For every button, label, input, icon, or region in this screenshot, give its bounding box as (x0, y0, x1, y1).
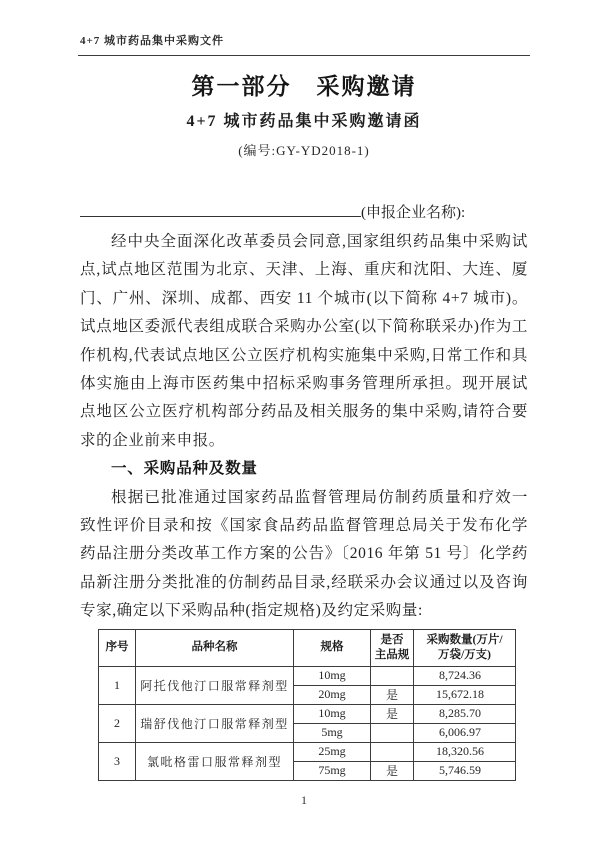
col-header-quantity-line1: 采购数量(万片/ (426, 633, 503, 646)
cell-spec: 5mg (294, 723, 371, 742)
col-header-quantity-line2: 万袋/万支) (437, 648, 492, 661)
col-header-quantity (414, 629, 516, 666)
basis-paragraph: 根据已批准通过国家药品监督管理局仿制药质量和疗效一致性评价目录和按《国家食品药品监督管理总局关于发布化学药品注册分类改革工作方案的公告》〔2016 年第 51 号〕化学药品新注册分类批准的仿制药品目录,经联采办会议通过以及咨询专家,确定以下采购品种(指定规格)及约定采购量: (80, 488, 528, 620)
cell-index: 3 (99, 742, 136, 780)
document-number: (编号:GY-YD2018-1) (238, 143, 370, 158)
col-header-main-spec-line2: 主品规 (374, 648, 410, 661)
cell-main-spec: 是 (371, 704, 414, 723)
cell-spec: 10mg (294, 666, 371, 685)
cell-spec: 75mg (294, 761, 371, 780)
table-row (99, 704, 516, 723)
col-header-spec: 规格 (294, 629, 371, 666)
cell-index: 1 (99, 666, 136, 704)
cell-spec: 10mg (294, 704, 371, 723)
running-header: 4+7 城市药品集中采购文件 (80, 35, 225, 47)
applicant-line (80, 200, 528, 224)
applicant-label: (申报企业名称): (361, 205, 466, 221)
cell-drug-name: 阿托伐他汀口服常释剂型 (136, 666, 294, 704)
cell-quantity: 15,672.18 (414, 685, 516, 704)
section-heading-procurement: 一、采购品种及数量 (111, 460, 258, 478)
cell-index: 2 (99, 704, 136, 742)
intro-paragraph: 经中央全面深化改革委员会同意,国家组织药品集中采购试点,试点地区范围为北京、天津、上海、重庆和沈阳、大连、厦门、广州、深圳、成都、西安 11 个城市(以下简称 4+7 城市)。试点地区委派代表组成联合采购办公室(以下简称联采办)作为工作机构,代表试点地区公立医疗机构实施集中采购,日常工作和具体实施由上海市医药集中招标采购事务管理所承担。现开展试点地区公立医疗机构部分药品及相关服务的集中采购,请符合要求的企业前来申报。 (80, 233, 528, 449)
col-header-index: 序号 (99, 629, 136, 666)
cell-main-spec (371, 723, 414, 742)
table-row (99, 666, 516, 685)
document-subtitle: 4+7 城市药品集中采购邀请函 (186, 113, 422, 130)
cell-quantity: 18,320.56 (414, 742, 516, 761)
page-number: 1 (301, 792, 307, 807)
col-header-name: 品种名称 (136, 629, 294, 666)
header-rule (78, 55, 530, 56)
cell-drug-name: 氯吡格雷口服常释剂型 (136, 742, 294, 780)
col-header-main-spec (371, 629, 414, 666)
table-header-row (99, 629, 516, 666)
cell-main-spec (371, 742, 414, 761)
cell-drug-name: 瑞舒伐他汀口服常释剂型 (136, 704, 294, 742)
table-row (99, 742, 516, 761)
cell-spec: 25mg (294, 742, 371, 761)
procurement-table (98, 629, 516, 781)
cell-main-spec: 是 (371, 761, 414, 780)
cell-quantity: 5,746.59 (414, 761, 516, 780)
cell-main-spec (371, 666, 414, 685)
cell-quantity: 8,724.36 (414, 666, 516, 685)
part-title: 第一部分 采购邀请 (191, 74, 417, 99)
cell-spec: 20mg (294, 685, 371, 704)
col-header-main-spec-line1: 是否 (380, 633, 404, 646)
cell-quantity: 6,006.97 (414, 723, 516, 742)
cell-quantity: 8,285.70 (414, 704, 516, 723)
applicant-name-blank (80, 200, 361, 217)
cell-main-spec: 是 (371, 685, 414, 704)
